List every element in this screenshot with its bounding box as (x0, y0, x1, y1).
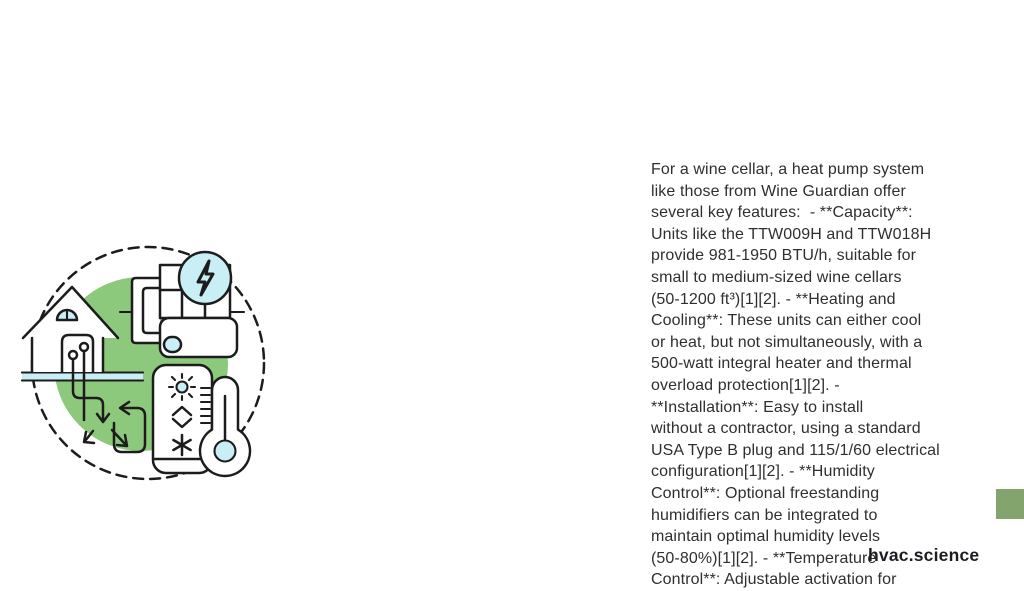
lightning-bolt-icon (179, 252, 231, 304)
body-text-block (651, 159, 981, 591)
body-text-line: overload protection[1][2]. - (651, 376, 840, 394)
edge-accent-square (996, 489, 1024, 519)
body-text-line: Units like the TTW009H and TTW018H (651, 225, 932, 243)
body-text-line: maintain optimal humidity levels (651, 528, 881, 546)
body-text-line: Control**: Optional freestanding (651, 484, 880, 502)
body-text-line: provide 981-1950 BTU/h, suitable for (651, 247, 917, 265)
heat-pump-illustration (0, 230, 300, 500)
body-text-line: **Installation**: Easy to install (651, 398, 864, 416)
ground-line (22, 373, 143, 381)
body-text-line: several key features: - **Capacity**: (651, 204, 913, 222)
body-text-line: like those from Wine Guardian offer (651, 182, 906, 200)
body-text-line: (50-80%)[1][2]. - **Temperature (651, 549, 877, 567)
body-text-line: For a wine cellar, a heat pump system (651, 161, 925, 178)
body-text-line: Cooling**: These units can either cool (651, 312, 922, 330)
sun-icon (169, 374, 195, 400)
body-text-line: (50-1200 ft³)[1][2]. - **Heating and (651, 290, 896, 308)
body-text-line: small to medium-sized wine cellars (651, 268, 902, 286)
body-text-line: USA Type B plug and 115/1/60 electrical (651, 441, 940, 459)
body-text-line: humidifiers can be integrated to (651, 506, 878, 524)
body-text-line: without a contractor, using a standard (651, 420, 921, 438)
ac-unit-icon (160, 318, 237, 357)
watermark-label: hvac.science (868, 545, 980, 565)
duct-icon (132, 278, 160, 343)
body-text-line: configuration[1][2]. - **Humidity (651, 463, 875, 481)
body-text-line: 500-watt integral heater and thermal (651, 355, 912, 373)
body-text-line: Control**: Adjustable activation for (651, 571, 897, 589)
window-icon (57, 310, 77, 320)
body-text-line: or heat, but not simultaneously, with a (651, 333, 923, 351)
